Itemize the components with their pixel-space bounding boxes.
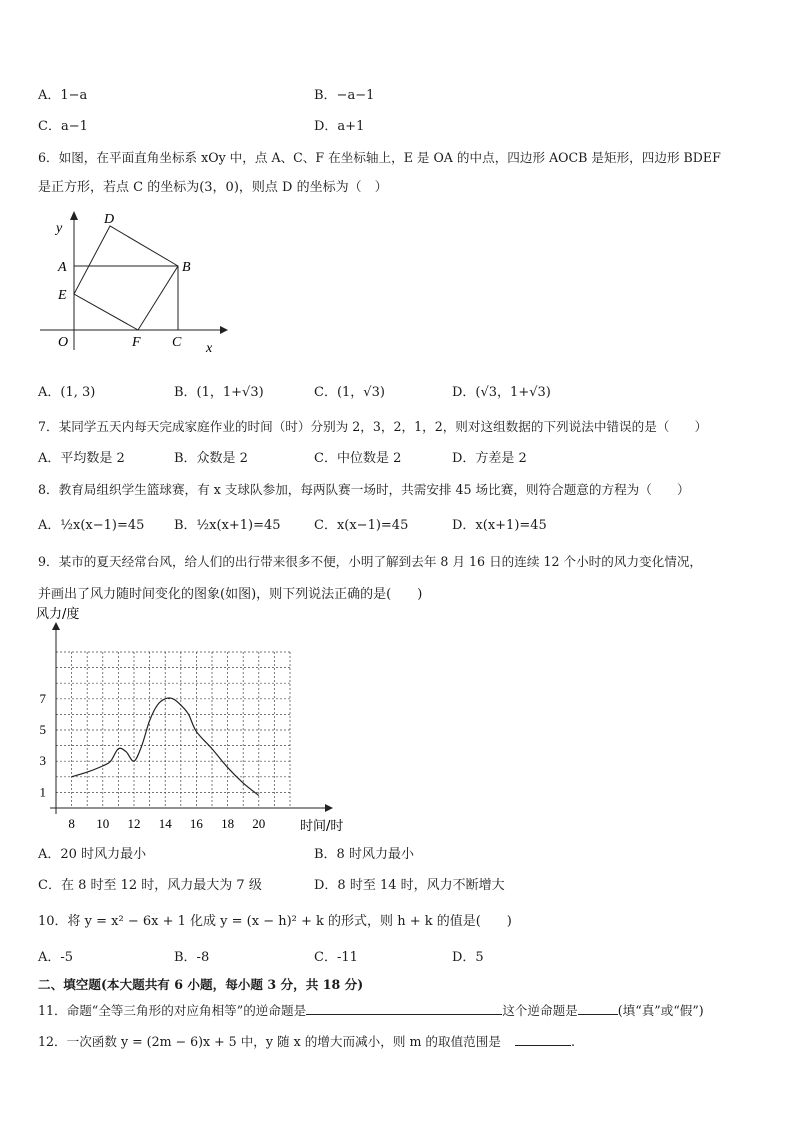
q11-blank1 [306, 1002, 502, 1015]
q8-option-b: B．½x(x+1)=45 [174, 518, 281, 533]
q7-option-d: D．方差是 2 [452, 451, 527, 466]
q6-label-a: A [58, 260, 67, 275]
q9-stem-line1: 9．某市的夏天经常台风，给人们的出行带来很多不便，小明了解到去年 8 月 16 日的连续 12 个小时的风力变化情况， [38, 554, 703, 569]
chart-x-tick-label: 8 [68, 816, 75, 831]
q8-option-d: D．x(x+1)=45 [452, 518, 547, 533]
q6-stem-line1: 6．如图，在平面直角坐标系 xOy 中，点 A、C、F 在坐标轴上，E 是 OA 的中点，四边形 AOCB 是矩形，四边形 BDEF [38, 150, 721, 165]
q12-part1: 12．一次函数 y = (2m − 6)x + 5 中，y 随 x 的增大而减小，则 m 的取值范围是 [38, 1034, 501, 1049]
q6-label-x: x [206, 341, 213, 356]
q10-option-a: A．-5 [38, 950, 74, 965]
q7-stem: 7．某同学五天内每天完成家庭作业的时间（时）分别为 2，3，2，1，2，则对这组数据的下列说法中错误的是（ ） [38, 419, 708, 434]
chart-x-tick-label: 10 [96, 816, 110, 831]
q9-option-d: D．8 时至 14 时，风力不断增大 [314, 878, 505, 893]
q6-option-d: D．(√3，1+√3) [452, 385, 551, 400]
q5-option-d: D．a+1 [314, 119, 365, 134]
q6-option-c: C．(1，√3) [314, 385, 385, 400]
chart-y-tick-label: 7 [39, 690, 46, 706]
q10-option-b: B．-8 [174, 950, 210, 965]
chart-x-tick-label: 14 [158, 816, 172, 831]
q11-part1: 11．命题“全等三角形的对应角相等”的逆命题是 [38, 1003, 307, 1018]
q5-option-b: B．−a−1 [314, 88, 375, 103]
q5-option-c: C．a−1 [38, 119, 88, 134]
q7-option-b: B．众数是 2 [174, 451, 248, 466]
q6-square-bdef [74, 226, 178, 330]
q8-option-c: C．x(x−1)=45 [314, 518, 409, 533]
chart-y-axis-arrow [52, 622, 60, 630]
q11-blank2 [578, 1002, 618, 1015]
q7-option-c: C．中位数是 2 [314, 451, 402, 466]
q12-part2: . [570, 1034, 575, 1049]
chart-y-tick-label: 1 [39, 784, 46, 800]
q10-option-d: D．5 [452, 950, 484, 965]
chart-x-tick-label: 18 [221, 816, 235, 831]
q6-option-b: B．(1，1+√3) [174, 385, 264, 400]
wind-chart [30, 602, 360, 837]
q6-label-e: E [58, 288, 67, 303]
chart-x-axis-arrow [325, 804, 333, 812]
chart-x-tick-label: 16 [189, 816, 203, 831]
chart-y-tick-label: 5 [39, 722, 46, 737]
q12-line [38, 1031, 575, 1050]
q6-y-axis-arrow [70, 211, 78, 220]
chart-grid [56, 652, 290, 808]
q8-stem: 8．教育局组织学生篮球赛，有 x 支球队参加，每两队赛一场时，共需安排 45 场比赛，则符合题意的方程为（ ） [38, 482, 690, 497]
q11-line [38, 1000, 704, 1019]
q6-stem-line2: 是正方形，若点 C 的坐标为(3，0)，则点 D 的坐标为（ ） [38, 180, 388, 195]
q6-x-axis-arrow [220, 326, 228, 334]
q7-option-a: A．平均数是 2 [38, 451, 125, 466]
section2-heading: 二、填空题(本大题共有 6 小题，每小题 3 分，共 18 分) [38, 977, 364, 992]
q9-option-c: C．在 8 时至 12 时，风力最大为 7 级 [38, 878, 262, 893]
chart-ylabel: 风力/度 [36, 607, 80, 622]
q10-stem: 10．将 y = x² − 6x + 1 化成 y = (x − h)² + k 的形式，则 h + k 的值是( ) [38, 914, 512, 929]
q9-option-a: A．20 时风力最小 [38, 847, 147, 862]
q6-figure [36, 206, 236, 356]
chart-x-tick-label: 12 [127, 816, 141, 831]
q6-label-b: B [182, 260, 191, 275]
q5-option-a: A．1−a [38, 88, 88, 103]
q6-label-o: O [58, 335, 69, 350]
q12-blank [515, 1033, 571, 1046]
chart-x-tick-label: 20 [252, 816, 266, 831]
q8-option-a: A．½x(x−1)=45 [38, 518, 145, 533]
chart-xlabel: 时间/时 [300, 819, 344, 834]
q6-label-f: F [132, 335, 141, 350]
chart-y-tick-label: 3 [39, 753, 46, 769]
q11-part2: 这个逆命题是 [502, 1003, 578, 1018]
q10-option-c: C．-11 [314, 950, 358, 965]
chart-axes [50, 622, 333, 814]
q6-option-a: A．(1, 3) [38, 385, 96, 400]
q9-option-b: B．8 时风力最小 [314, 847, 414, 862]
q9-stem-line2: 并画出了风力随时间变化的图象(如图)，则下列说法正确的是( ) [38, 587, 423, 602]
q11-part3: (填“真”或“假”) [617, 1003, 704, 1018]
q6-label-c: C [172, 335, 182, 350]
q6-label-d: D [104, 212, 115, 227]
q6-label-y: y [56, 221, 63, 236]
